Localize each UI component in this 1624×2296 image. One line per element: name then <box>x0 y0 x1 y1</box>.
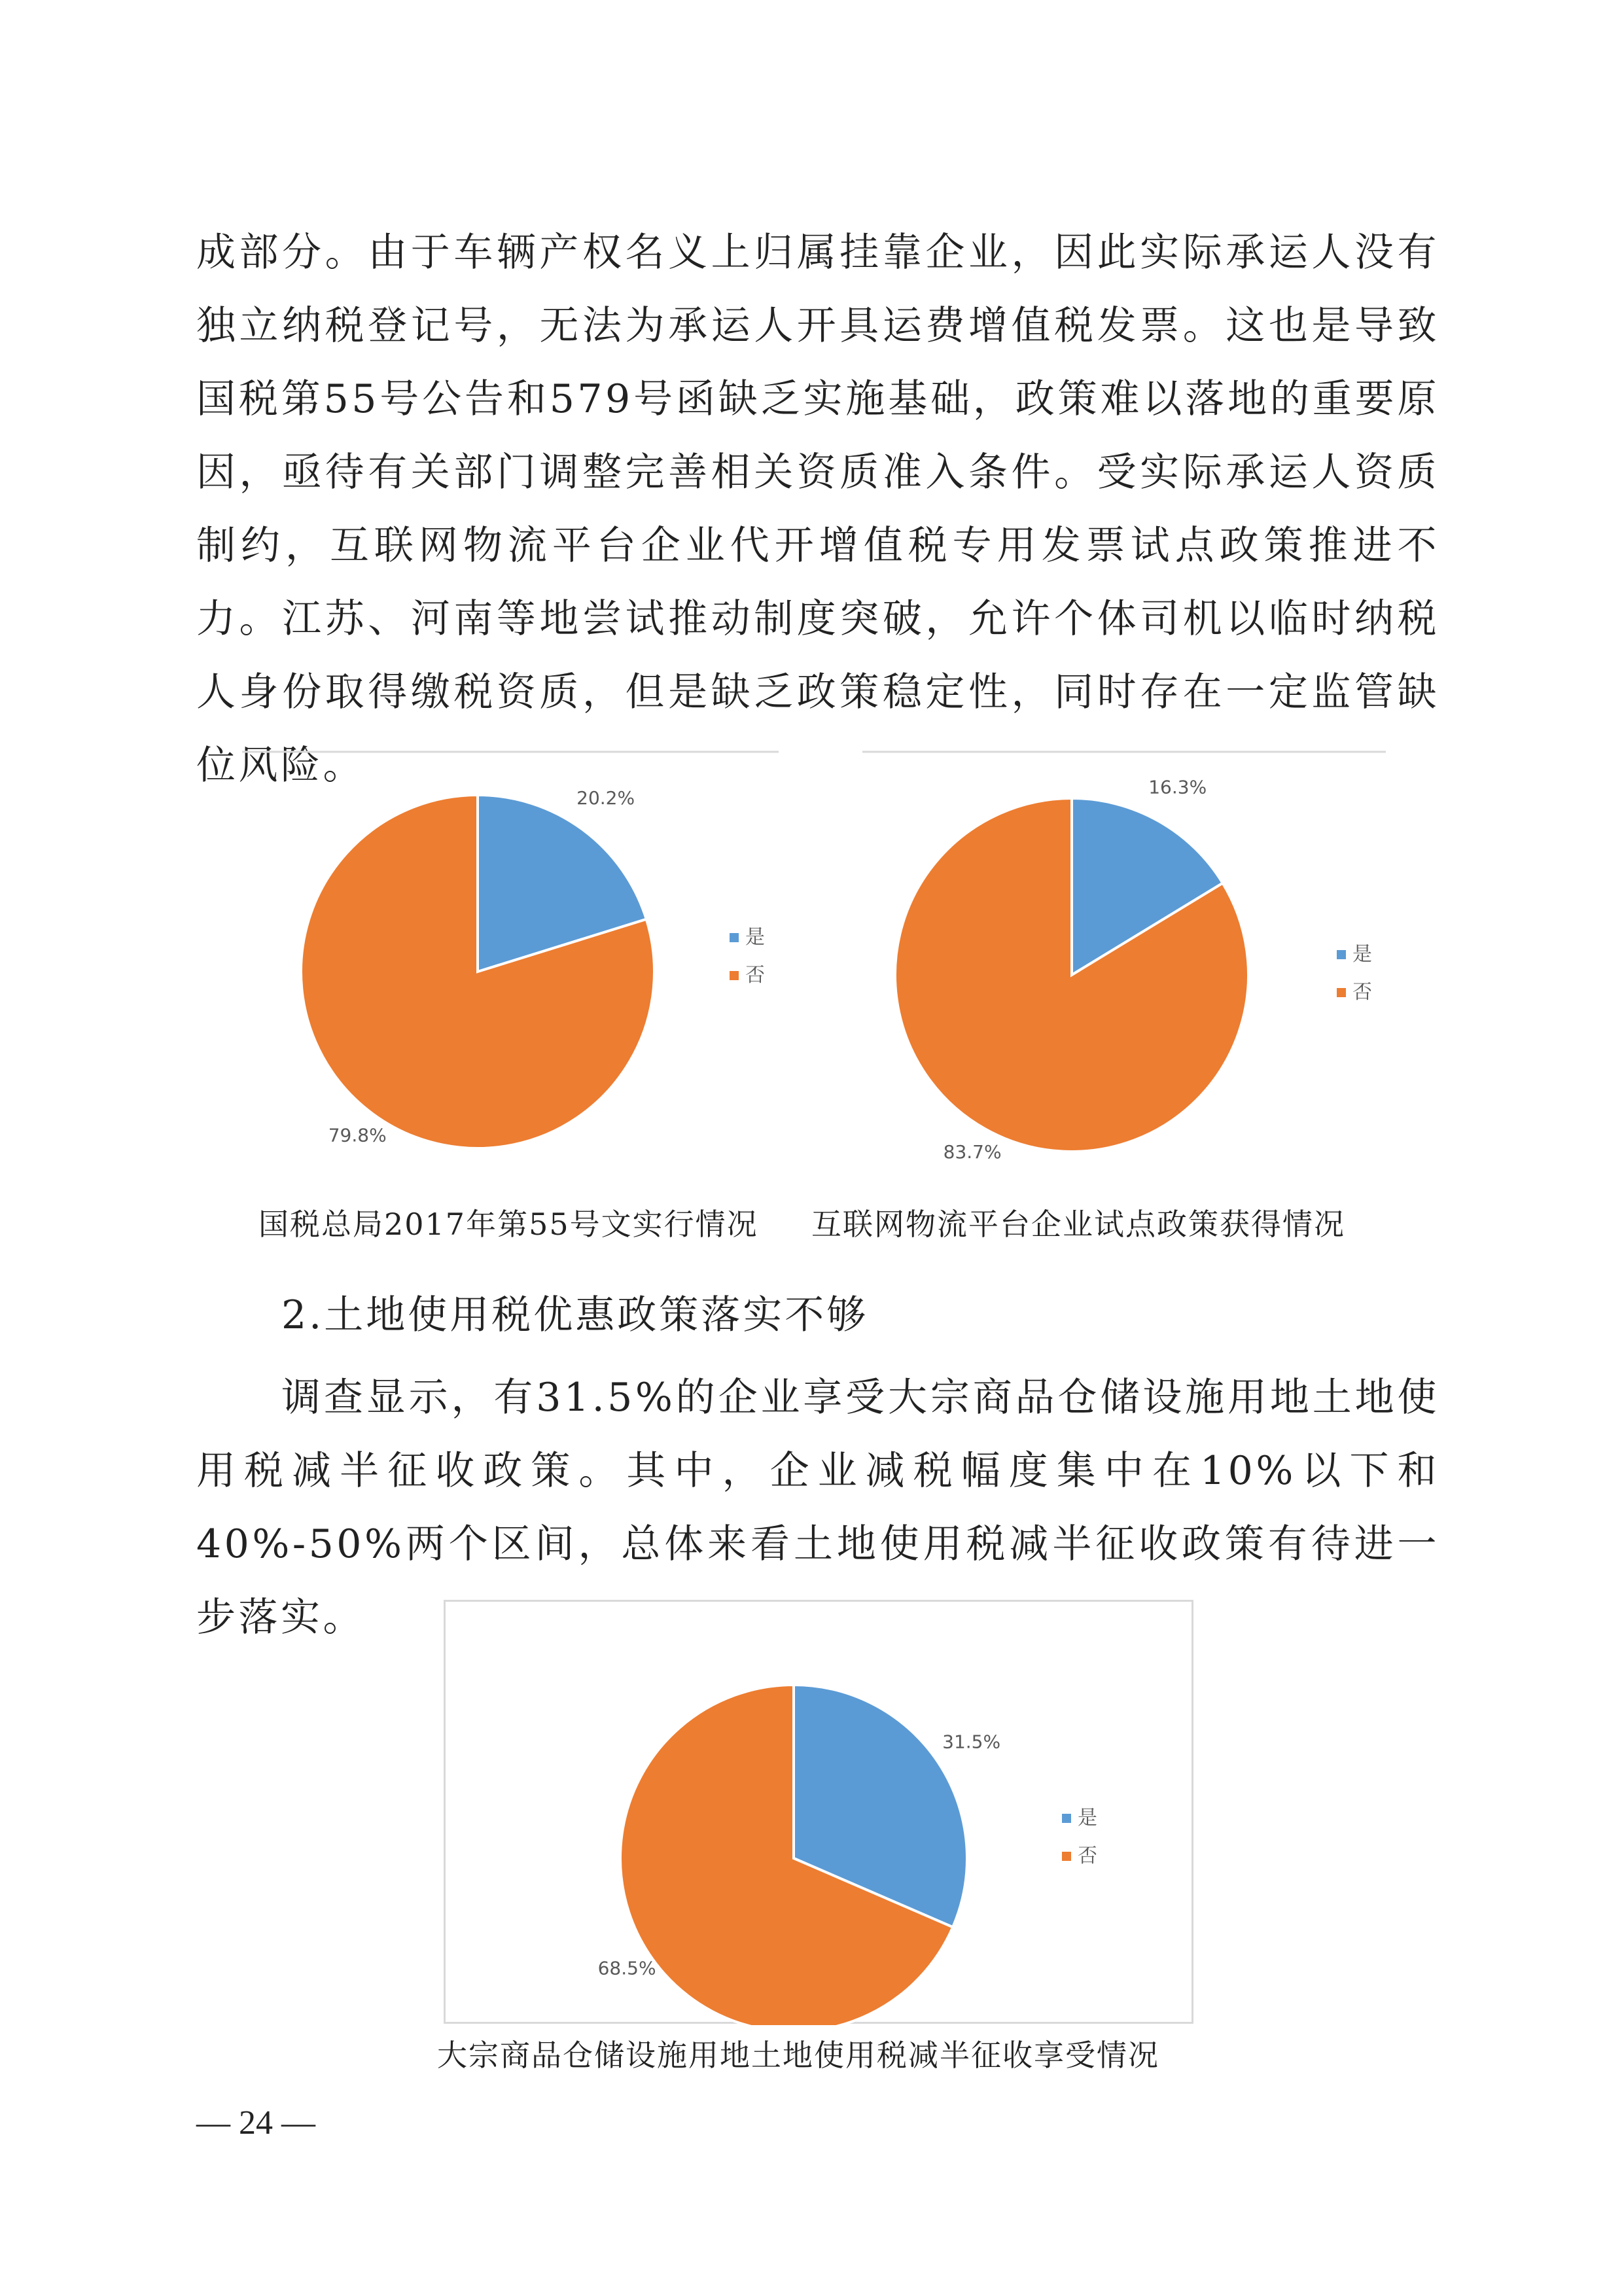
pie-chart-land-tax <box>444 1600 1196 2025</box>
legend-swatch-yes <box>730 933 739 942</box>
chart-1-caption: 国税总局2017年第55号文实行情况 <box>258 1207 758 1242</box>
section-heading: 2.土地使用税优惠政策落实不够 <box>281 1292 869 1338</box>
body-paragraph-1: 成部分。由于车辆产权名义上归属挂靠企业，因此实际承运人没有独立纳税登记号，无法为承运人开具运费增值税发票。这也是导致国税第55号公告和579号函缺乏实施基础，政策难以落地的重要原因，亟待有关部门调整完善相关资质准入条件。受实际承运人资质制约，互联网物流平台企业代开增值税专用发票试点政策推进不力。江苏、河南等地尝试推动制度突破，允许个体司机以临时纳税人身份取得缴税资质，但是缺乏政策稳定性，同时存在一定监管缺位风险。 <box>196 230 1439 788</box>
legend-swatch-no <box>730 971 739 980</box>
data-label-no: 68.5% <box>597 1957 656 1979</box>
legend-label-yes: 是 <box>745 926 765 949</box>
body-paragraph-2: 调查显示，有31.5%的企业享受大宗商品仓储设施用地土地使用税减半征收政策。其中，企业减税幅度集中在10%以下和40%-50%两个区间，总体来看土地使用税减半征收政策有待进一步落实。 <box>196 1375 1439 1640</box>
pie-chart-platform-pilot <box>862 749 1399 1181</box>
pie-chart-55-policy <box>242 749 792 1181</box>
chart-3-caption: 大宗商品仓储设施用地土地使用税减半征收享受情况 <box>437 2038 1159 2073</box>
legend-swatch-no <box>1337 988 1346 997</box>
legend-swatch-yes <box>1337 950 1346 959</box>
legend-label-no: 否 <box>745 964 765 987</box>
legend-label-no: 否 <box>1352 981 1372 1004</box>
data-label-no: 83.7% <box>943 1141 1002 1163</box>
legend-label-yes: 是 <box>1078 1807 1097 1829</box>
legend-label-no: 否 <box>1078 1845 1097 1867</box>
legend-swatch-no <box>1062 1852 1071 1861</box>
pie-chart-platform-pilot-svg <box>862 749 1399 1181</box>
data-label-yes: 20.2% <box>576 787 635 809</box>
pie-chart-55-policy-svg <box>242 749 792 1181</box>
legend-swatch-yes <box>1062 1814 1071 1823</box>
chart-2-caption: 互联网物流平台企业试点政策获得情况 <box>811 1207 1345 1242</box>
data-label-no: 79.8% <box>328 1124 387 1146</box>
data-label-yes: 31.5% <box>942 1731 1001 1753</box>
legend-label-yes: 是 <box>1352 943 1372 966</box>
pie-chart-land-tax-svg <box>444 1600 1196 2025</box>
page-number: — 24 — <box>196 2104 315 2142</box>
data-label-yes: 16.3% <box>1148 776 1207 798</box>
